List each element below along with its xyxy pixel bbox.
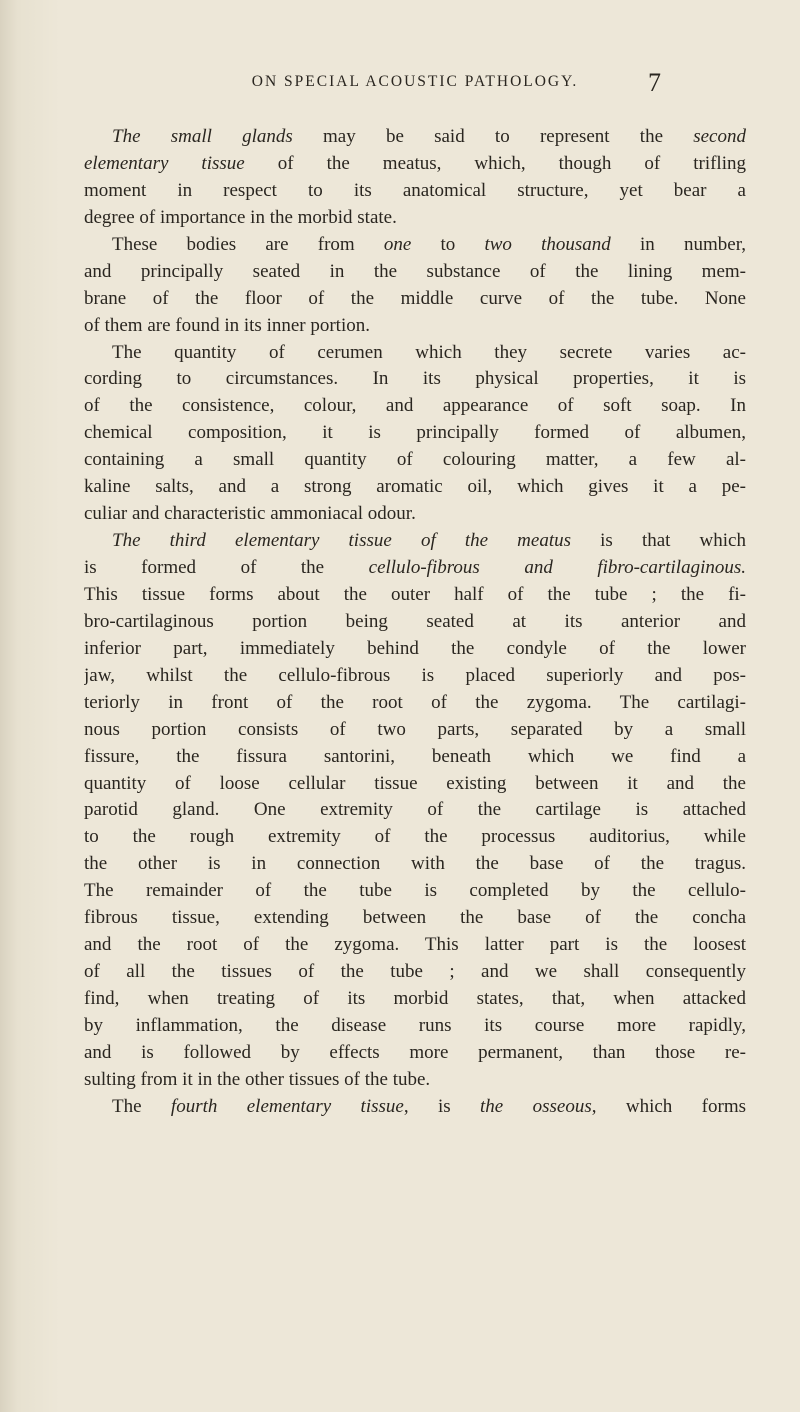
text-segment: chemical composition, it is principally formed of albumen, bbox=[84, 422, 746, 444]
text-segment: These bodies are from bbox=[112, 233, 384, 255]
text-segment: The quantity of cerumen which they secrete varies ac- bbox=[112, 341, 746, 363]
text-line bbox=[84, 744, 746, 771]
text-line bbox=[84, 205, 746, 232]
italic-text: The small glands bbox=[112, 126, 293, 147]
text-line bbox=[84, 124, 746, 151]
text-segment: find, when treating of its morbid states, that, when attacked bbox=[84, 988, 746, 1009]
text-segment: is that which bbox=[571, 530, 746, 552]
text-segment: quantity of loose cellular tissue existing between it and the bbox=[84, 772, 746, 794]
text-segment: teriorly in front of the root of the zygoma. The cartilagi- bbox=[84, 691, 746, 713]
text-line bbox=[84, 555, 746, 582]
text-line bbox=[84, 1040, 746, 1067]
italic-text: second bbox=[693, 126, 746, 147]
text-segment: by inflammation, the disease runs its course more rapidly, bbox=[84, 1014, 746, 1036]
text-segment: jaw, whilst the cellulo-fibrous is placed superiorly and pos- bbox=[84, 664, 746, 686]
text-line bbox=[84, 286, 746, 313]
text-line bbox=[84, 717, 746, 744]
text-line bbox=[84, 340, 746, 367]
page-number: 7 bbox=[648, 68, 661, 97]
text-segment: inferior part, immediately behind the condyle of the lower bbox=[84, 637, 746, 659]
text-line bbox=[84, 663, 746, 690]
text-line bbox=[84, 259, 746, 286]
text-segment: containing a small quantity of colouring matter, a few al- bbox=[84, 449, 746, 471]
text-segment: brane of the floor of the middle curve of the tube. None bbox=[84, 287, 746, 309]
text-line bbox=[84, 420, 746, 447]
italic-text: the osseous bbox=[480, 1095, 592, 1117]
text-segment: culiar and characteristic ammoniacal odour. bbox=[84, 503, 416, 525]
text-segment: to the rough extremity of the processus auditorius, while bbox=[84, 826, 746, 848]
text-segment: is formed of the bbox=[84, 557, 369, 578]
text-line bbox=[84, 636, 746, 663]
text-segment: and is followed by effects more permanent, than those re- bbox=[84, 1041, 746, 1063]
text-line bbox=[84, 1094, 746, 1121]
text-line bbox=[84, 474, 746, 501]
text-line bbox=[84, 313, 746, 340]
text-segment: may be said to represent the bbox=[292, 126, 694, 147]
text-segment: bro-cartilaginous portion being seated at its anterior and bbox=[84, 610, 746, 632]
text-segment: This tissue forms about the outer half of the tube ; the fi- bbox=[84, 583, 746, 605]
body-text bbox=[84, 124, 746, 1121]
running-header: ON SPECIAL ACOUSTIC PATHOLOGY. bbox=[251, 73, 579, 90]
text-segment: of the consistence, colour, and appearance of soft soap. In bbox=[84, 395, 746, 417]
text-line bbox=[84, 501, 746, 528]
italic-text: one bbox=[383, 233, 412, 255]
text-segment: The remainder of the tube is completed by the cellulo- bbox=[84, 880, 746, 902]
text-line bbox=[84, 582, 746, 609]
text-segment: sulting from it in the other tissues of the tube. bbox=[84, 1068, 431, 1090]
text-segment: moment in respect to its anatomical structure, yet bear a bbox=[84, 179, 746, 201]
text-line bbox=[84, 905, 746, 932]
text-segment: in number, bbox=[610, 233, 746, 255]
text-line bbox=[84, 932, 746, 959]
text-line bbox=[84, 690, 746, 717]
text-segment: nous portion consists of two parts, separated by a small bbox=[84, 718, 746, 740]
text-line bbox=[84, 609, 746, 636]
italic-text: cellulo-fibrous and fibro-cartilaginous. bbox=[368, 557, 746, 578]
text-line bbox=[84, 447, 746, 474]
text-line bbox=[84, 771, 746, 798]
text-segment: fibrous tissue, extending between the base of the concha bbox=[84, 907, 746, 929]
text-line bbox=[84, 986, 746, 1013]
text-line bbox=[84, 1013, 746, 1040]
text-line bbox=[84, 232, 746, 259]
text-line bbox=[84, 1067, 746, 1094]
text-line bbox=[84, 178, 746, 205]
text-line bbox=[84, 797, 746, 824]
text-line bbox=[84, 366, 746, 393]
text-segment: of the meatus, which, though of trifling bbox=[244, 152, 746, 174]
text-segment: the other is in connection with the base of the tragus. bbox=[84, 853, 746, 875]
text-line bbox=[84, 151, 746, 178]
text-line bbox=[84, 528, 746, 555]
text-segment: fissure, the fissura santorini, beneath which we find a bbox=[84, 745, 746, 767]
text-segment: to bbox=[411, 233, 485, 255]
text-line bbox=[84, 878, 746, 905]
text-segment: parotid gland. One extremity of the cartilage is attached bbox=[84, 799, 746, 821]
text-segment: , which forms bbox=[591, 1095, 746, 1117]
text-segment: degree of importance in the morbid state. bbox=[84, 206, 397, 228]
text-segment: cording to circumstances. In its physical properties, it is bbox=[84, 368, 746, 390]
text-line bbox=[84, 959, 746, 986]
italic-text: elementary tissue bbox=[84, 152, 245, 174]
text-segment: of them are found in its inner portion. bbox=[84, 314, 370, 336]
text-segment: The bbox=[112, 1095, 171, 1117]
text-segment: and principally seated in the substance of the lining mem- bbox=[84, 260, 746, 282]
italic-text: The third elementary tissue of the meatus bbox=[112, 530, 572, 552]
italic-text: two thousand bbox=[484, 233, 611, 255]
text-line bbox=[84, 851, 746, 878]
text-line bbox=[84, 824, 746, 851]
text-segment: kaline salts, and a strong aromatic oil, which gives it a pe- bbox=[84, 476, 746, 498]
text-segment: , is bbox=[403, 1095, 481, 1117]
text-segment: and the root of the zygoma. This latter part is the loosest bbox=[84, 934, 746, 956]
italic-text: fourth elementary tissue bbox=[170, 1095, 404, 1117]
text-line bbox=[84, 393, 746, 420]
text-segment: of all the tissues of the tube ; and we shall consequently bbox=[84, 961, 746, 983]
